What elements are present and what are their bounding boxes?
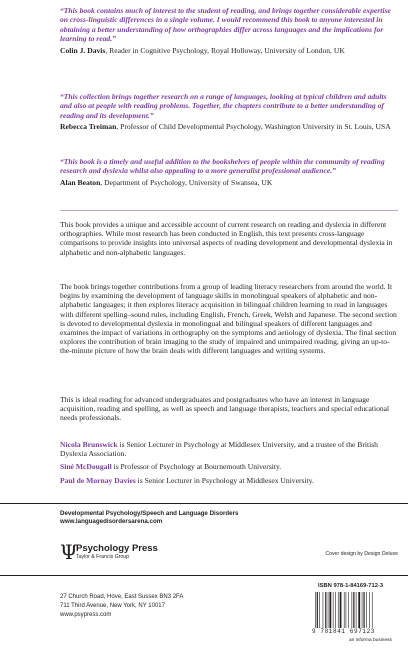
endorser-role: , Professor of Child Developmental Psychology, Washington University in St. Louis, USA xyxy=(116,122,391,132)
author-bio-text: is Senior Lecturer in Psychology at Middlesex University. xyxy=(135,475,314,485)
endorsement-quote: “This collection brings together research on a range of languages, looking at typical children and adults and also at people with reading problems. Together, the chapters contribute to a better understanding of reading and its development.” xyxy=(60,92,387,120)
endorser-role: , Reader in Cognitive Psychology, Royal Holloway, University of London, UK xyxy=(105,45,345,55)
address-line: 711 Third Avenue, New York, NY 10017 xyxy=(60,603,165,609)
informa-tagline: an informa business xyxy=(349,638,392,643)
endorsement-attribution xyxy=(60,46,398,55)
endorsement-2 xyxy=(60,92,398,132)
top-rule xyxy=(0,503,408,504)
author-bio-text: is Senior Lecturer in Psychology at Middlesex University, and a trustee of the British Dyslexia Association. xyxy=(60,440,378,459)
divider xyxy=(60,210,398,211)
author-bio xyxy=(60,476,398,485)
series-line: Developmental Psychology/Speech and Language Disorders xyxy=(60,510,239,517)
publisher-subtitle: Taylor & Francis Group xyxy=(76,554,130,560)
author-name: Siné McDougall xyxy=(60,462,112,472)
publisher-name: Psychology Press xyxy=(76,543,158,554)
endorsement-attribution xyxy=(60,122,398,131)
endorsement-attribution xyxy=(60,178,398,187)
description-paragraph-2: The book brings together contributions from a group of leading literacy researchers from around the world. It begins by examining the development of language skills in monolingual speakers of alphabetic and non-alphabetic languages; it then explores literacy acquisition in bilingual children learning to read in languages with different spelling–sound rules, including English, French, Greek, Welsh and Japanese. The second section is devoted to developmental dyslexia in monolingual and bilingual speakers of different languages and examines the impact of variations in orthography on the symptoms and aetiology of dyslexia. The final section explores the contribution of brain imaging to the study of impaired and unimpaired reading, giving an up-to-the-minute picture of how the brain deals with different languages and writing systems. xyxy=(60,282,397,356)
description-paragraph-3: This is ideal reading for advanced undergraduates and postgraduates who have an interest in language acquisition, reading and spelling, as well as speech and language therapists, teachers and special educational needs professionals. xyxy=(60,395,390,423)
series-block xyxy=(60,510,238,526)
psi-logo-icon: Ψ xyxy=(60,540,78,564)
endorser-name: Rebecca Treiman xyxy=(60,122,117,132)
author-bios xyxy=(60,440,398,489)
isbn: ISBN 978-1-84169-712-3 xyxy=(318,583,384,589)
author-bio-text: is Professor of Psychology at Bournemouth University. xyxy=(111,462,282,472)
endorser-role: , Department of Psychology, University of Swansea, UK xyxy=(100,177,273,187)
cover-design-credit: Cover design by Design Deluxe xyxy=(325,551,398,557)
endorser-name: Alan Beaton xyxy=(60,177,101,187)
address-line: www.psypress.com xyxy=(60,612,112,618)
author-bio xyxy=(60,462,398,471)
endorsement-1 xyxy=(60,6,398,55)
publisher-logo xyxy=(60,541,210,565)
publisher-address xyxy=(60,593,183,620)
series-url: www.languagedisordersarena.com xyxy=(60,518,163,525)
bottom-rule xyxy=(0,575,408,576)
address-line: 27 Church Road, Hove, East Sussex BN3 2FA xyxy=(60,594,184,600)
endorsement-3 xyxy=(60,157,398,187)
author-name: Paul de Mornay Davies xyxy=(60,475,136,485)
author-bio xyxy=(60,440,398,458)
description-paragraph-1: This book provides a unique and accessible account of current research on reading and dyslexia in different orthographies. While most research has been conducted in English, this text presents cross-language comparisons to provide insights into universal aspects of reading development and developmental dyslexia in alphabetic and non-alphabetic languages. xyxy=(60,220,393,257)
endorsement-quote: “This book contains much of interest to the student of reading, and brings together considerable expertise on cross-linguistic differences in a single volume. I would recommend this book to anyone interested in obtaining a better understanding of how orthographies differ across languages and the implications for learning to read.” xyxy=(60,6,391,44)
endorser-name: Colin J. Davis xyxy=(60,45,106,55)
endorsement-quote: “This book is a timely and useful addition to the bookshelves of people within the community of reading research and dyslexia whilst also appealing to a more generalist professional audience.” xyxy=(60,157,385,176)
barcode-number: 9 781841 697123 xyxy=(312,628,376,635)
author-name: Nicola Brunswick xyxy=(60,440,118,449)
barcode-icon xyxy=(314,592,396,628)
